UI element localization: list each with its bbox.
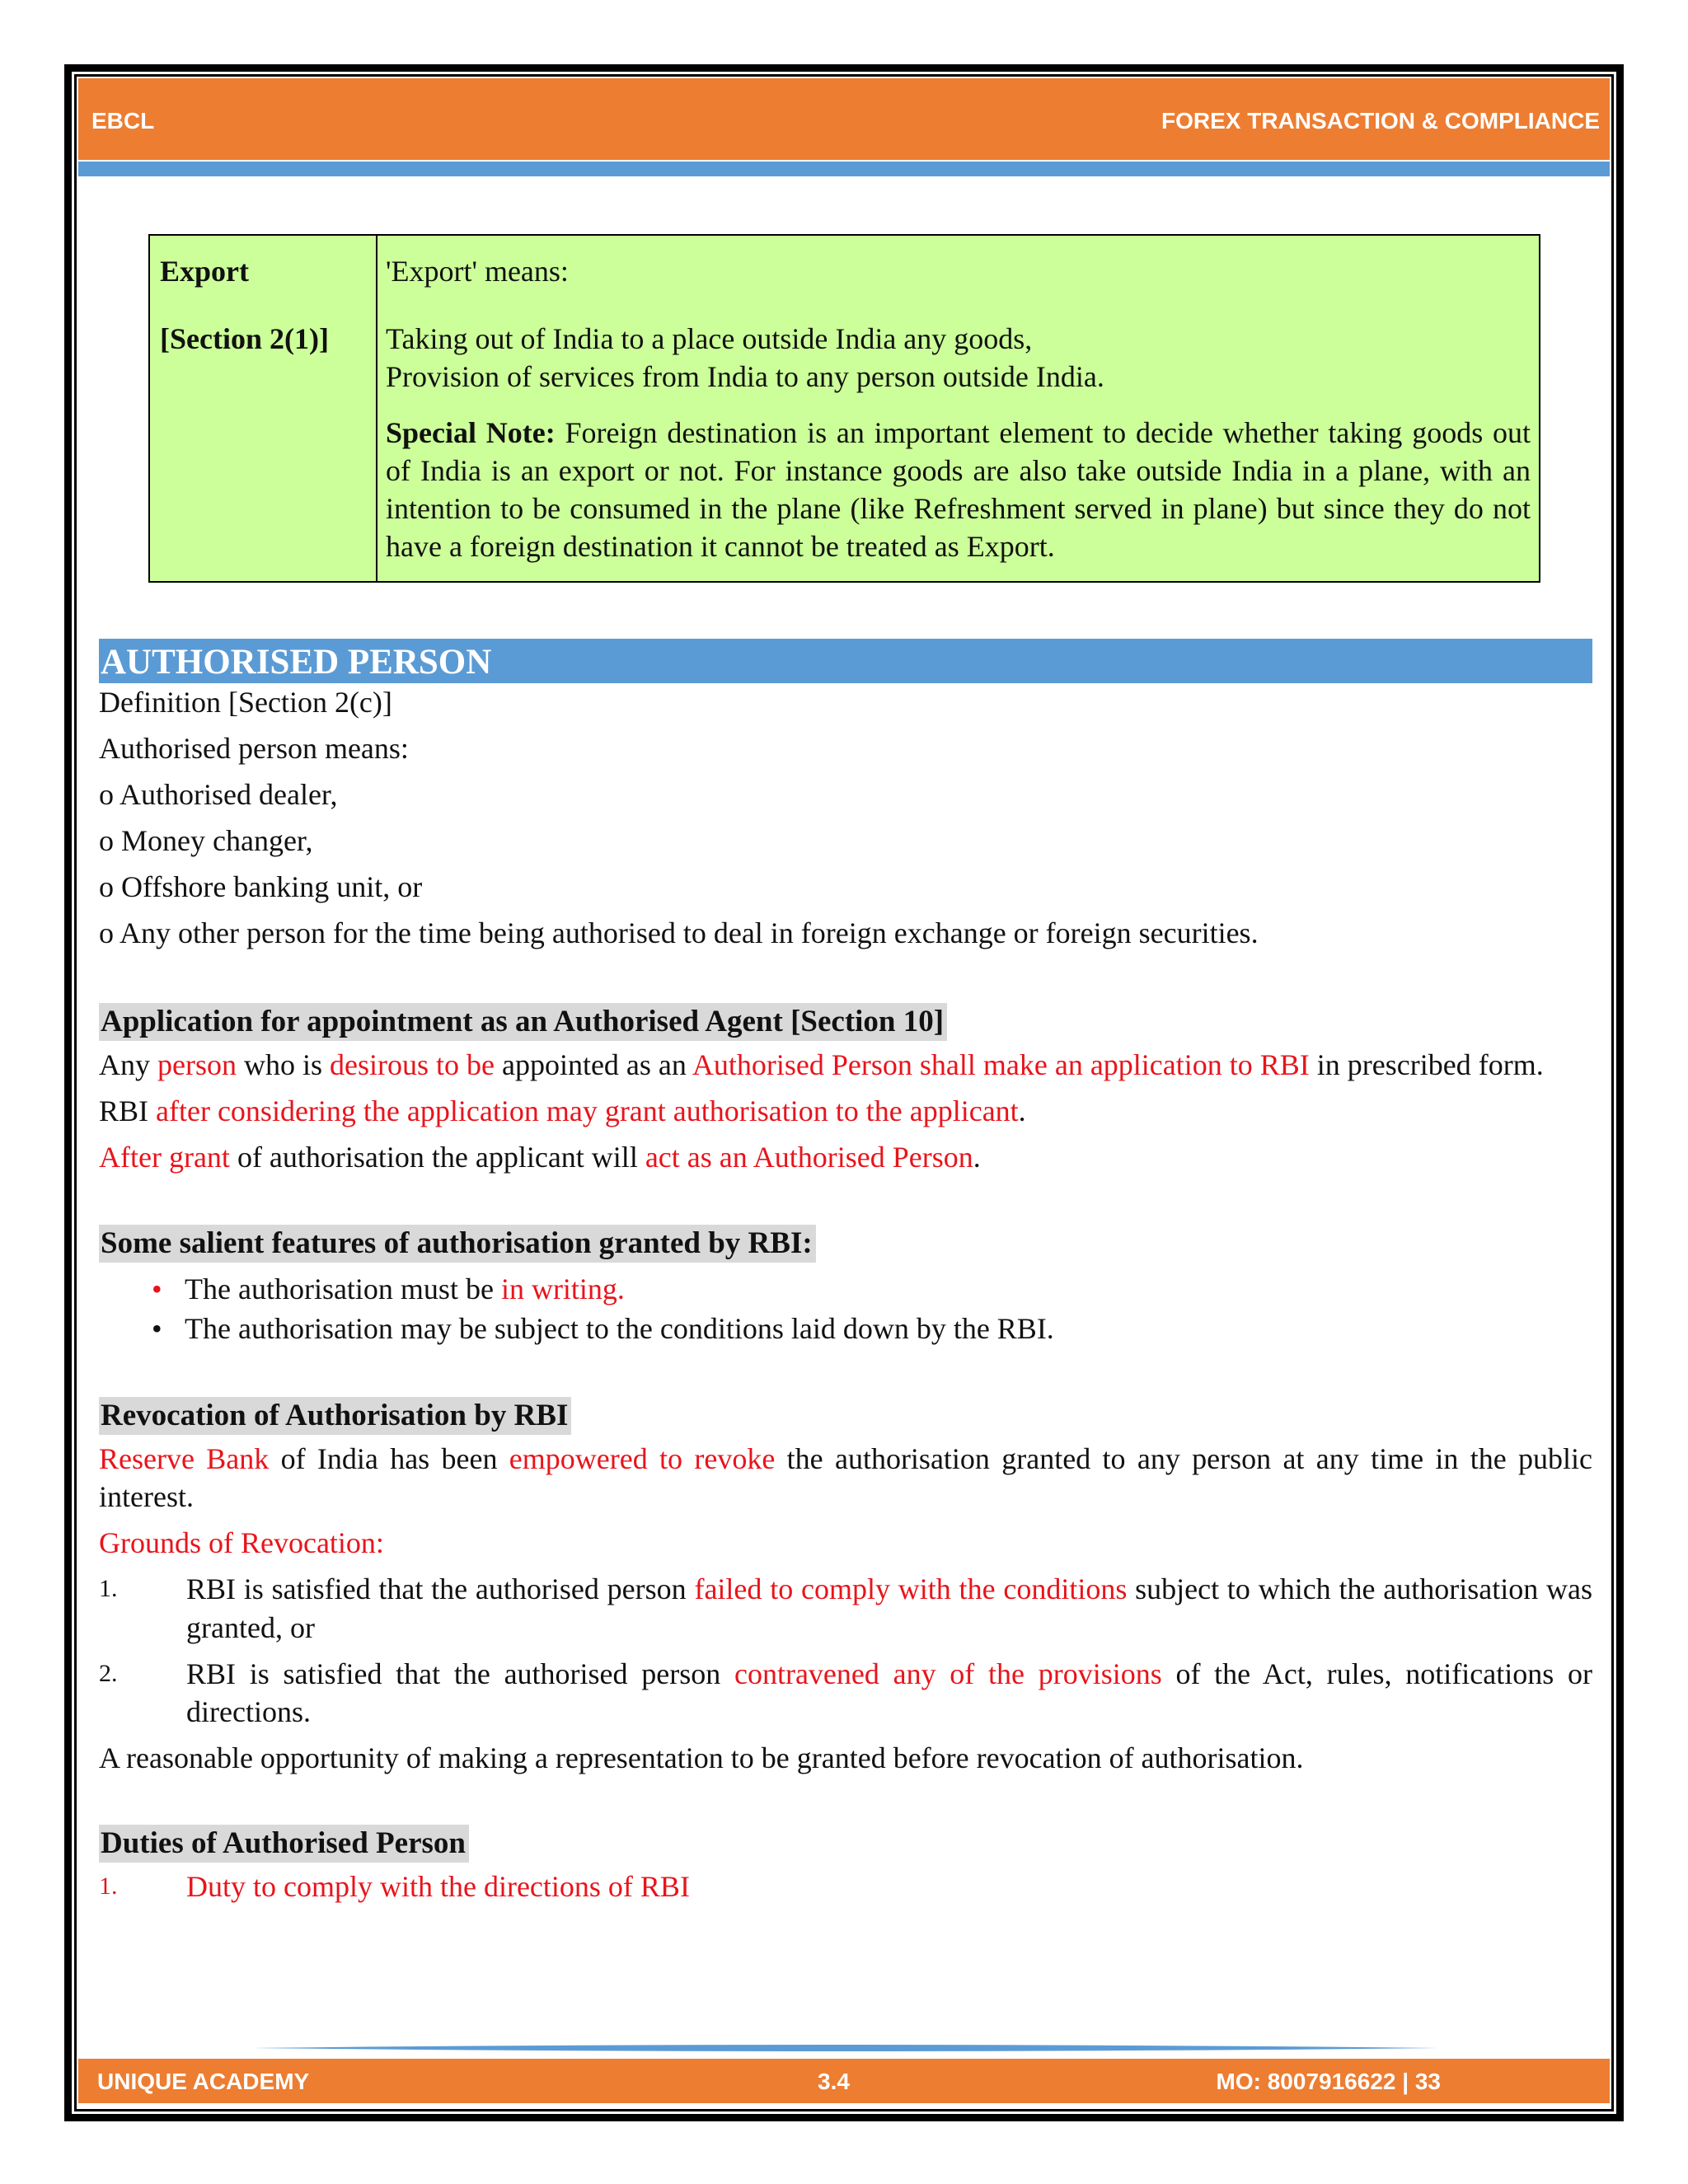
text-run: subject to which the authorisation was granted, or: [186, 1572, 1592, 1644]
text-run: The authorisation may be subject to the conditions laid down by the RBI.: [185, 1312, 1054, 1346]
text-run: .: [1018, 1094, 1026, 1128]
export-definition-table: [148, 234, 1540, 583]
highlight-text: failed to comply with the conditions: [694, 1572, 1128, 1606]
list-item: o Any other person for the time being authorised to deal in foreign exchange or foreign securities.: [99, 916, 1259, 949]
page-footer: [78, 2059, 1610, 2103]
salient-features-heading: Some salient features of authorisation granted by RBI:: [99, 1225, 816, 1263]
highlight-text: Reserve Bank: [99, 1442, 270, 1476]
grounds-list: [99, 1570, 1592, 1730]
highlight-text: person: [157, 1048, 237, 1082]
list-item: [99, 1868, 1592, 1905]
highlight-text: in writing.: [500, 1272, 625, 1305]
desc-line-2: Provision of services from India to any person outside India.: [386, 360, 1104, 394]
text-run: Any: [99, 1048, 157, 1082]
duties-list: [99, 1868, 1592, 1905]
special-note: [386, 414, 1531, 565]
list-item: [99, 1269, 1592, 1310]
desc-line-1: Taking out of India to a place outside India any goods,: [386, 322, 1033, 356]
highlight-text: desirous to be: [330, 1048, 495, 1082]
list-item: [99, 1655, 1592, 1731]
text-run: appointed as an: [494, 1048, 692, 1082]
duties-section: [99, 1825, 1592, 1905]
section-heading-authorised-person: AUTHORISED PERSON: [99, 639, 1592, 683]
means-line: Authorised person means:: [99, 731, 409, 765]
footer-left-text: UNIQUE ACADEMY: [97, 2069, 310, 2094]
header-left-text: EBCL: [91, 108, 155, 134]
footer-divider-line: [251, 2042, 1438, 2054]
description-cell: [377, 235, 1540, 582]
text-run: of India has been: [269, 1442, 509, 1476]
term-section: [Section 2(1)]: [160, 322, 329, 356]
list-item: [99, 1570, 1592, 1646]
text-run: The authorisation must be: [185, 1272, 501, 1305]
definition-line: Definition [Section 2(c)]: [99, 685, 392, 719]
salient-features-list: [99, 1269, 1592, 1349]
list-item: o Authorised dealer,: [99, 777, 338, 811]
text-run: who is: [236, 1048, 330, 1082]
highlight-text: after considering the application may grant authorisation to the applicant: [156, 1094, 1019, 1128]
special-note-text: Foreign destination is an important element to decide whether taking goods out of India is an export or not. For instance goods are also take outside India in a plane, with an intention to be consumed in the plane (like Refreshment served in plane) but since they do not have a foreign destination it cannot be treated as Export.: [386, 416, 1531, 564]
text-run: of authorisation the applicant will: [229, 1141, 645, 1174]
text-run: in prescribed form.: [1309, 1048, 1544, 1082]
highlight-text: After grant: [99, 1141, 230, 1174]
list-item: [99, 1309, 1592, 1349]
text-run: .: [973, 1141, 981, 1174]
footer-center-text: 3.4: [818, 2069, 850, 2094]
header-right-text: FOREX TRANSACTION & COMPLIANCE: [1161, 108, 1600, 134]
table-row: [149, 235, 1540, 582]
highlight-text: contravened any of the provisions: [734, 1657, 1162, 1690]
revocation-section: [99, 1397, 1592, 1777]
grounds-label: Grounds of Revocation:: [99, 1526, 384, 1560]
text-run: the authorisation granted to any person at any time in the public interest.: [99, 1442, 1592, 1514]
application-paragraph-1: [99, 1046, 1592, 1084]
text-run: RBI: [99, 1094, 157, 1128]
revocation-paragraph: [99, 1440, 1592, 1516]
page-header: [78, 78, 1610, 160]
special-note-label: Special Note:: [386, 416, 556, 450]
application-paragraph-2: [99, 1092, 1592, 1130]
list-number: 1.: [99, 1575, 118, 1603]
bullet-icon: •: [152, 1272, 162, 1305]
list-number: 1.: [99, 1872, 118, 1900]
application-heading: Application for appointment as an Authorised Agent [Section 10]: [99, 1003, 947, 1041]
highlight-text: Duty to comply with the directions of RBI: [186, 1870, 690, 1904]
list-item: o Offshore banking unit, or: [99, 869, 423, 903]
duties-heading: Duties of Authorised Person: [99, 1825, 469, 1863]
application-section: [99, 1003, 1592, 1176]
text-run: of the Act, rules, notifications or directions.: [186, 1657, 1592, 1728]
highlight-text: empowered to revoke: [509, 1442, 776, 1476]
application-paragraph-3: [99, 1138, 1592, 1176]
text-run: RBI is satisfied that the authorised person: [186, 1572, 695, 1606]
text-run: RBI is satisfied that the authorised person: [186, 1657, 734, 1690]
header-accent-bar: [78, 162, 1610, 176]
term-cell: [149, 235, 377, 582]
salient-features-section: [99, 1225, 1592, 1349]
highlight-text: Authorised Person shall make an application to RBI: [692, 1048, 1310, 1082]
footer-right-text: MO: 8007916622 | 33: [1216, 2069, 1441, 2094]
bullet-icon: •: [152, 1312, 162, 1346]
desc-intro: 'Export' means:: [386, 255, 569, 288]
highlight-text: act as an Authorised Person: [645, 1141, 973, 1174]
term-title: Export: [160, 255, 249, 288]
list-item: o Money changer,: [99, 823, 313, 857]
revocation-heading: Revocation of Authorisation by RBI: [99, 1397, 571, 1435]
revocation-closing: A reasonable opportunity of making a representation to be granted before revocation of authorisation.: [99, 1741, 1304, 1774]
list-number: 2.: [99, 1659, 118, 1687]
page-content: [99, 234, 1592, 1914]
